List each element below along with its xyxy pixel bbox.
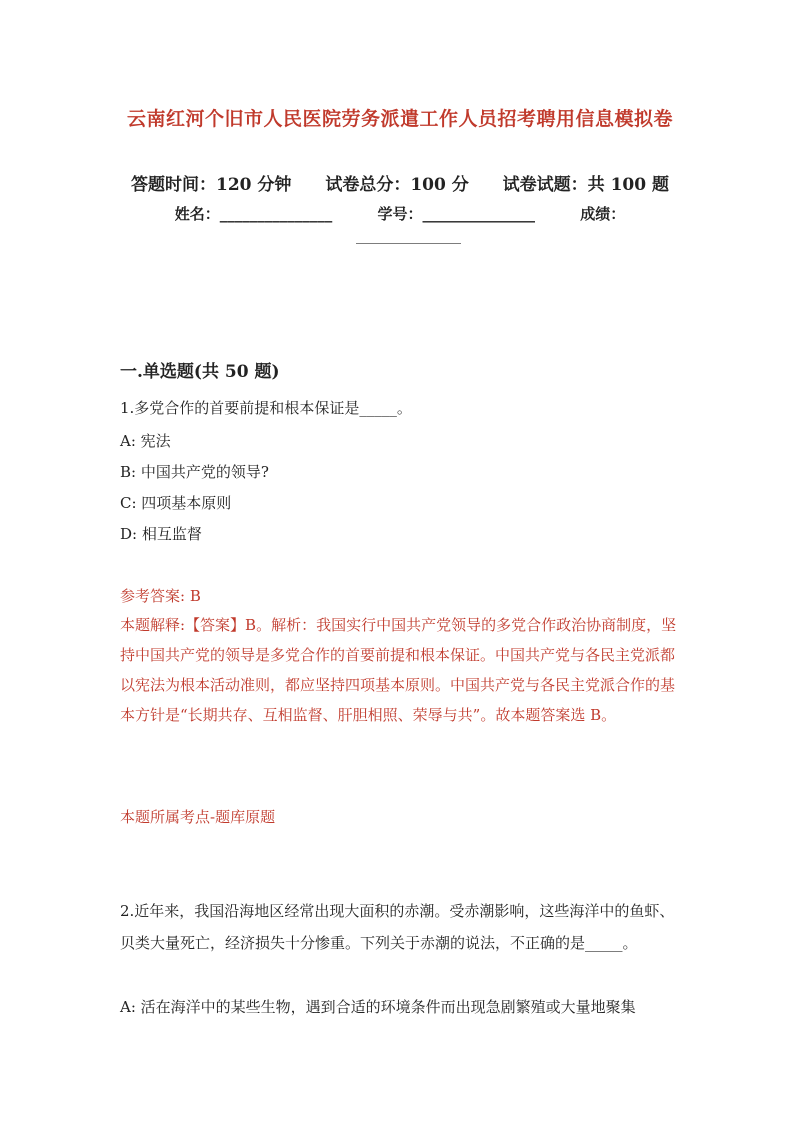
document-title: 云南红河个旧市人民医院劳务派遣工作人员招考聘用信息模拟卷 — [126, 108, 673, 130]
question-1-option-a: A: 宪法 — [120, 432, 171, 450]
student-id-field: 学号：_______________ — [377, 205, 535, 223]
question-1-stem: 1.多党合作的首要前提和根本保证是_____。 — [120, 399, 412, 417]
grade-blank: ______________ — [356, 226, 461, 244]
question-1-answer: 参考答案: B — [120, 587, 201, 605]
student-fields — [0, 203, 800, 224]
question-2-option-a: A: 活在海洋中的某些生物，遇到合适的环境条件而出现急剧繁殖或大量地聚集 — [120, 998, 636, 1016]
question-1-option-c: C: 四项基本原则 — [120, 494, 232, 512]
section-title: 一.单选题(共 50 题) — [120, 362, 280, 382]
question-1-explanation: 本题解释:【答案】B。解析：我国实行中国共产党领导的多党合作政治协商制度，坚持中国共产党的领导是多党合作的首要前提和根本保证。中国共产党与各民主党派都以宪法为根本活动准则，都应坚持四项基本原则。中国共产党与各民主党派合作的基本方针是“长期共存、互相监督、肝胆相照、荣辱与共”。故本题答案选 B。 — [120, 616, 677, 724]
question-1-option-d: D: 相互监督 — [120, 525, 202, 543]
question-1-option-b: B: 中国共产党的领导? — [120, 463, 269, 481]
grade-field: 成绩： — [580, 205, 626, 223]
exam-question-count: 试卷试题：共 100 题 — [502, 175, 669, 195]
name-field: 姓名：_______________ — [174, 205, 333, 223]
question-1-source: 本题所属考点-题库原题 — [120, 808, 276, 826]
exam-meta — [0, 170, 800, 195]
question-2-stem: 2.近年来，我国沿海地区经常出现大面积的赤潮。受赤潮影响，这些海洋中的鱼虾、贝类大量死亡，经济损失十分惨重。下列关于赤潮的说法，不正确的是_____。 — [120, 902, 675, 952]
exam-total-score: 试卷总分：100 分 — [325, 175, 469, 195]
exam-time: 答题时间：120 分钟 — [131, 175, 292, 195]
